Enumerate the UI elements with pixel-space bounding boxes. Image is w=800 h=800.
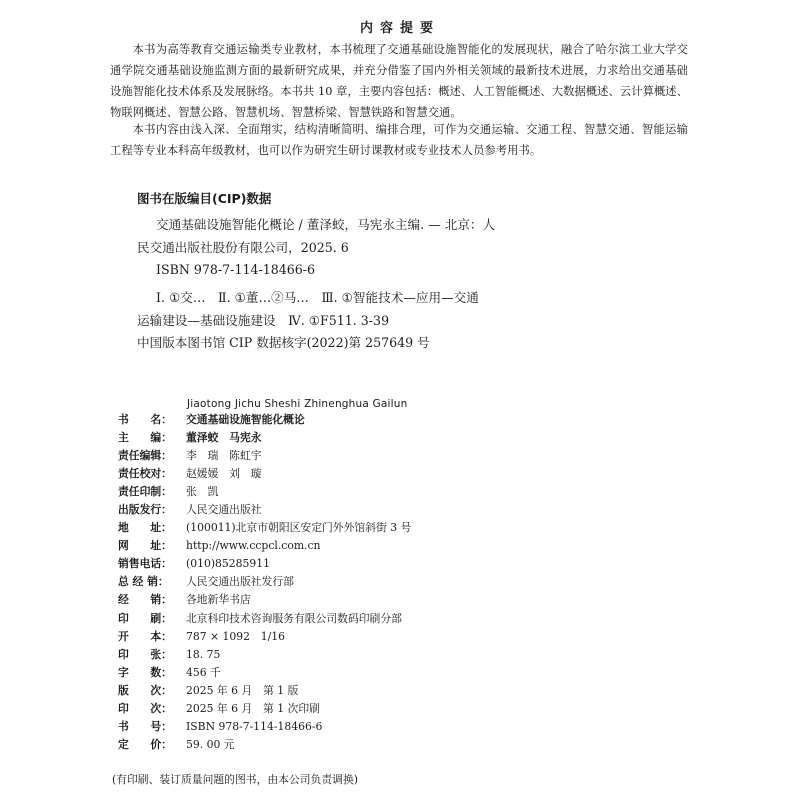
colophon-value: 456 千 xyxy=(186,665,221,679)
colophon-value: 787 × 1092 1/16 xyxy=(186,629,286,643)
colophon-value: 北京科印技术咨询服务有限公司数码印刷分部 xyxy=(186,611,402,625)
colophon-row xyxy=(118,736,678,754)
pinyin-title: Jiaotong Jichu Sheshi Zhinenghua Gailun xyxy=(187,398,408,410)
colophon-row xyxy=(118,447,678,465)
colophon-label: 主 编： xyxy=(118,431,172,445)
colophon-value: 李 瑞 陈虹宇 xyxy=(186,449,262,463)
cip-class-line-1: Ⅰ. ①交… Ⅱ. ①董…②马… Ⅲ. ①智能技术—应用—交通 xyxy=(156,290,479,305)
colophon-label: 书 名： xyxy=(118,413,172,426)
cip-bib-line-2: 民交通出版社股份有限公司，2025. 6 xyxy=(137,240,349,255)
summary-title: 内容提要 xyxy=(359,21,440,36)
summary-paragraph-2: 本书内容由浅入深、全面翔实，结构清晰简明、编排合理，可作为交通运输、交通工程、智慧交通、智能运输工程等专业本科高年级教材，也可以作为研究生研讨课教材或专业技术人员参考用书。 xyxy=(110,123,688,157)
colophon-label: 责任编辑： xyxy=(118,449,172,463)
summary-section-2 xyxy=(110,119,688,161)
colophon-value: 董泽蛟 马宪永 xyxy=(186,431,262,445)
colophon-label: 责任校对： xyxy=(118,467,172,481)
cip-verification: 中国版本图书馆 CIP 数据核字(2022)第 257649 号 xyxy=(137,335,430,350)
colophon-row xyxy=(118,700,678,718)
colophon-row xyxy=(118,628,678,646)
colophon-label: 印 刷： xyxy=(118,611,172,625)
colophon-label: 书 号： xyxy=(118,719,172,733)
colophon-value: http://www.ccpcl.com.cn xyxy=(186,539,321,553)
colophon-row xyxy=(118,573,678,591)
quality-note: (有印刷、装订质量问题的图书，由本公司负责调换) xyxy=(112,773,358,786)
colophon-value: 人民交通出版社发行部 xyxy=(186,575,294,589)
colophon-value: 交通基础设施智能化概论 xyxy=(186,413,305,426)
colophon-row xyxy=(118,483,678,501)
colophon-row xyxy=(118,664,678,682)
colophon-label: 总 经 销： xyxy=(118,575,169,589)
colophon-row xyxy=(118,429,678,447)
colophon-row xyxy=(118,465,678,483)
colophon-row xyxy=(118,519,678,537)
summary-paragraph-1: 本书为高等教育交通运输类专业教材，本书梳理了交通基础设施智能化的发展现状，融合了哈尔滨工业大学交通学院交通基础设施监测方面的最新研究成果，并充分借鉴了国内外相关领域的最新技术进展，力求给出交通基础设施智能化技术体系及发展脉络。本书共 10 章，主要内容包括：概述、人工智能概述、大数据概述、云计算概述、物联网概述、智慧公路、智慧机场、智慧桥梁、智慧铁路和智慧交通。 xyxy=(110,43,688,119)
colophon-value: 59. 00 元 xyxy=(186,737,235,751)
colophon-row xyxy=(118,555,678,573)
colophon-row xyxy=(118,591,678,609)
cip-isbn-block xyxy=(137,258,529,281)
colophon-value: 张 凯 xyxy=(186,485,219,499)
colophon-row xyxy=(118,718,678,736)
summary-section xyxy=(110,39,688,123)
colophon-label: 出版发行： xyxy=(118,503,172,517)
cip-classification xyxy=(137,286,529,332)
colophon-label: 字 数： xyxy=(118,665,172,679)
cip-verification-block xyxy=(137,331,529,354)
colophon-value: 2025 年 6 月 第 1 次印刷 xyxy=(186,701,320,715)
colophon-value: 各地新华书店 xyxy=(186,593,251,607)
colophon-value: 18. 75 xyxy=(186,647,221,661)
colophon-row xyxy=(118,411,678,429)
cip-bib-line-1: 交通基础设施智能化概论 / 董泽蛟，马宪永主编. — 北京：人 xyxy=(156,217,496,232)
colophon-label: 印 张： xyxy=(118,647,172,661)
colophon-label: 责任印制： xyxy=(118,485,172,499)
colophon-value: 赵媛媛 刘 璇 xyxy=(186,467,262,481)
colophon-label: 开 本： xyxy=(118,629,172,643)
colophon-value: ISBN 978-7-114-18466-6 xyxy=(186,719,323,733)
colophon-value: (100011)北京市朝阳区安定门外外馆斜街 3 号 xyxy=(186,521,412,535)
colophon-label: 网 址： xyxy=(118,539,172,553)
colophon-label: 定 价： xyxy=(118,737,172,751)
colophon-label: 版 次： xyxy=(118,683,172,697)
cip-bibliographic-entry xyxy=(137,213,529,259)
colophon-row xyxy=(118,646,678,664)
cip-class-line-2: 运输建设—基础设施建设 Ⅳ. ①F511. 3-39 xyxy=(137,313,390,328)
colophon-value: 人民交通出版社 xyxy=(186,503,262,517)
colophon-label: 经 销： xyxy=(118,593,172,607)
cip-isbn: ISBN 978-7-114-18466-6 xyxy=(156,262,316,277)
colophon-table xyxy=(118,411,678,754)
colophon-value: (010)85285911 xyxy=(186,557,270,571)
colophon-row xyxy=(118,537,678,555)
colophon-label: 地 址： xyxy=(118,521,172,535)
colophon-row xyxy=(118,610,678,628)
colophon-row xyxy=(118,682,678,700)
colophon-label: 印 次： xyxy=(118,701,172,715)
colophon-label: 销售电话： xyxy=(118,557,172,571)
cip-heading: 图书在版编目(CIP)数据 xyxy=(137,191,272,206)
colophon-value: 2025 年 6 月 第 1 版 xyxy=(186,683,299,697)
colophon-row xyxy=(118,501,678,519)
